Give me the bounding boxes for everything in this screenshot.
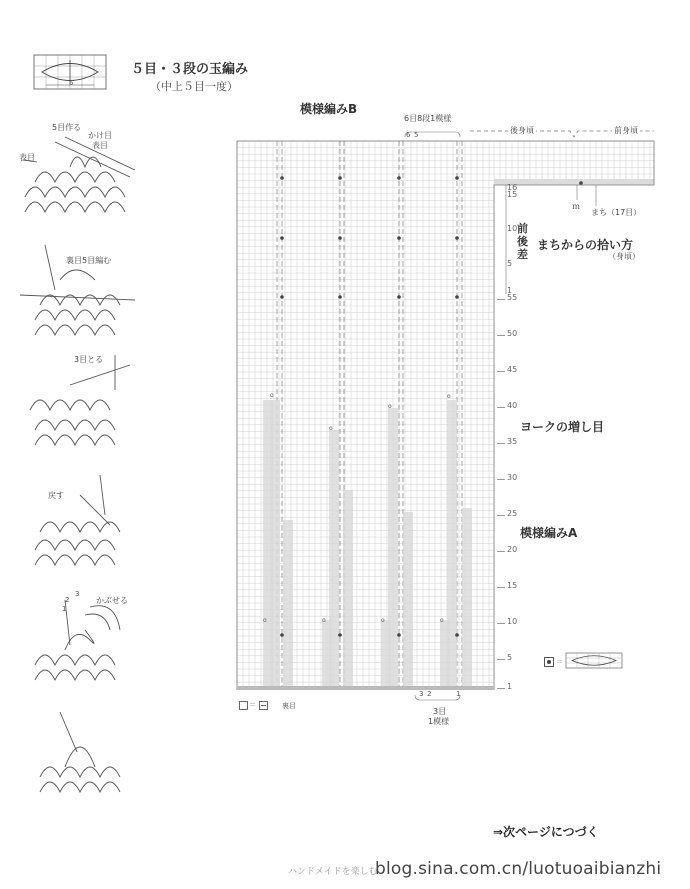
- step1-label-knit-a: 表目: [92, 141, 108, 150]
- bobble-dot: [455, 176, 459, 180]
- increase-column-shade: [447, 400, 457, 690]
- next-page-note: ⇒次ページにつづく: [493, 825, 599, 839]
- bobble-dot: [579, 181, 583, 185]
- row-number: 55: [507, 293, 518, 302]
- step5-label-cover: かぶせる: [96, 596, 128, 605]
- bobble-dot: [455, 295, 459, 299]
- front-body-label: 前身頃: [614, 126, 638, 135]
- gusset-shade: [494, 179, 654, 185]
- increase-symbol: o: [381, 617, 385, 624]
- pickup-title: まちからの拾い方: [537, 238, 634, 252]
- row-tick: [497, 623, 505, 624]
- bobble-key-eq: ＝: [556, 658, 563, 666]
- step5-num-3: 3: [75, 590, 80, 598]
- row-tick: [497, 659, 505, 660]
- pattern-a-label: 模様編みA: [520, 526, 578, 540]
- upper-row-number: 15: [507, 189, 518, 199]
- bobble-dot: [397, 176, 401, 180]
- row-tick: [497, 688, 505, 689]
- increase-column-shade: [343, 490, 353, 690]
- upper-row-number: 16: [507, 183, 518, 192]
- gusset-label: ｍ: [572, 202, 580, 211]
- purl-legend-eq: ＝: [249, 701, 256, 709]
- repeat-a-num-3: 3: [419, 690, 424, 698]
- row-number: 10: [507, 617, 518, 627]
- step1-label-yo: かけ目: [88, 131, 112, 140]
- step2-label: 裏目5目編む: [66, 256, 112, 265]
- step4-label: 戻す: [48, 491, 64, 500]
- row-number: 35: [507, 437, 518, 447]
- upper-row-number: 10: [507, 224, 518, 234]
- row-number: 45: [507, 365, 518, 375]
- bobble-dot-icon: [544, 657, 554, 667]
- increase-symbol: o: [447, 393, 451, 400]
- increase-column-shade: [270, 400, 280, 690]
- increase-symbol: o: [322, 617, 326, 624]
- row-number: 25: [507, 509, 518, 519]
- increase-symbol: o: [263, 617, 267, 624]
- repeat-a-num-1: 1: [456, 690, 461, 698]
- repeat-a-count: 3目: [433, 707, 447, 716]
- row-tick: [497, 335, 505, 336]
- increase-column-shade: [388, 408, 398, 690]
- row-number: 5: [507, 653, 513, 663]
- row-number: 40: [507, 401, 518, 411]
- repeat-b-label: 6目8段1模様: [404, 114, 452, 123]
- bobble-dot: [338, 295, 342, 299]
- bobble-dot: [338, 633, 342, 637]
- bobble-dot: [280, 236, 284, 240]
- repeat-b-num-6: 6: [406, 131, 411, 139]
- back-body-label: 後身頃: [510, 126, 534, 135]
- publisher-footer: ハンドメイドを楽しむ: [288, 867, 378, 877]
- row-tick: [497, 407, 505, 408]
- increase-column-shade: [462, 508, 472, 690]
- increase-symbol: o: [440, 617, 444, 624]
- legend-count: 5: [69, 79, 74, 87]
- bobble-dot: [455, 236, 459, 240]
- upper-row-number: 5: [507, 258, 513, 268]
- increase-symbol: o: [270, 392, 274, 399]
- repeat-b-num-5: 5: [414, 131, 419, 139]
- row-tick: [497, 587, 505, 588]
- bobble-dot: [397, 236, 401, 240]
- increase-symbol: o: [329, 425, 333, 432]
- pickup-subtitle: （身頃）: [608, 252, 640, 261]
- row-tick: [497, 551, 505, 552]
- row-number: 1: [507, 682, 513, 691]
- bobble-key-symbol: [566, 653, 626, 669]
- bobble-dot: [455, 633, 459, 637]
- row-number: 50: [507, 329, 518, 339]
- row-tick: [497, 371, 505, 372]
- chart-outline: [237, 141, 654, 690]
- row-number: 30: [507, 473, 518, 483]
- purl-legend-text: 裏目: [282, 702, 296, 710]
- step5-num-2: 2: [65, 596, 70, 604]
- watermark: blog.sina.com.cn/luotuoaibianzhi: [375, 859, 662, 879]
- repeat-a-num-2: 2: [427, 690, 432, 698]
- bobble-title: ５目・３段の玉編み: [131, 62, 249, 77]
- bobble-dot: [280, 295, 284, 299]
- row-number: 20: [507, 545, 518, 555]
- bobble-dot: [338, 176, 342, 180]
- purl-square-icon: [259, 701, 268, 710]
- row-number: 15: [507, 581, 518, 591]
- repeat-a-label: 1模様: [428, 717, 450, 726]
- step5-num-1: 1: [62, 605, 67, 613]
- pattern-b-label: 模様編みB: [300, 102, 358, 116]
- bobble-dot: [397, 295, 401, 299]
- yoke-increase-label: ヨークの増し目: [520, 420, 605, 434]
- increase-column-shade: [329, 430, 339, 690]
- row-tick: [497, 479, 505, 480]
- increase-column-shade: [403, 512, 413, 690]
- increase-symbol: o: [388, 403, 392, 410]
- bobble-subtitle: （中上５目一度）: [150, 80, 238, 93]
- row-tick: [497, 299, 505, 300]
- row-tick: [497, 515, 505, 516]
- increase-column-shade: [283, 520, 293, 690]
- bobble-dot: [280, 633, 284, 637]
- gusset-note: まち（17目）: [591, 208, 642, 217]
- bobble-dot: [338, 236, 342, 240]
- bobble-dot: [397, 633, 401, 637]
- step3-label: 3目とる: [74, 355, 104, 364]
- row-tick: [497, 443, 505, 444]
- step1-label-knit-b: 表目: [19, 153, 35, 162]
- upper-row-number: 1: [507, 286, 513, 295]
- front-back-diff-label: 前後差: [517, 222, 528, 261]
- bobble-dot: [280, 176, 284, 180]
- step1-label-cast: 5目作る: [52, 123, 82, 132]
- blank-square-icon: [239, 701, 248, 710]
